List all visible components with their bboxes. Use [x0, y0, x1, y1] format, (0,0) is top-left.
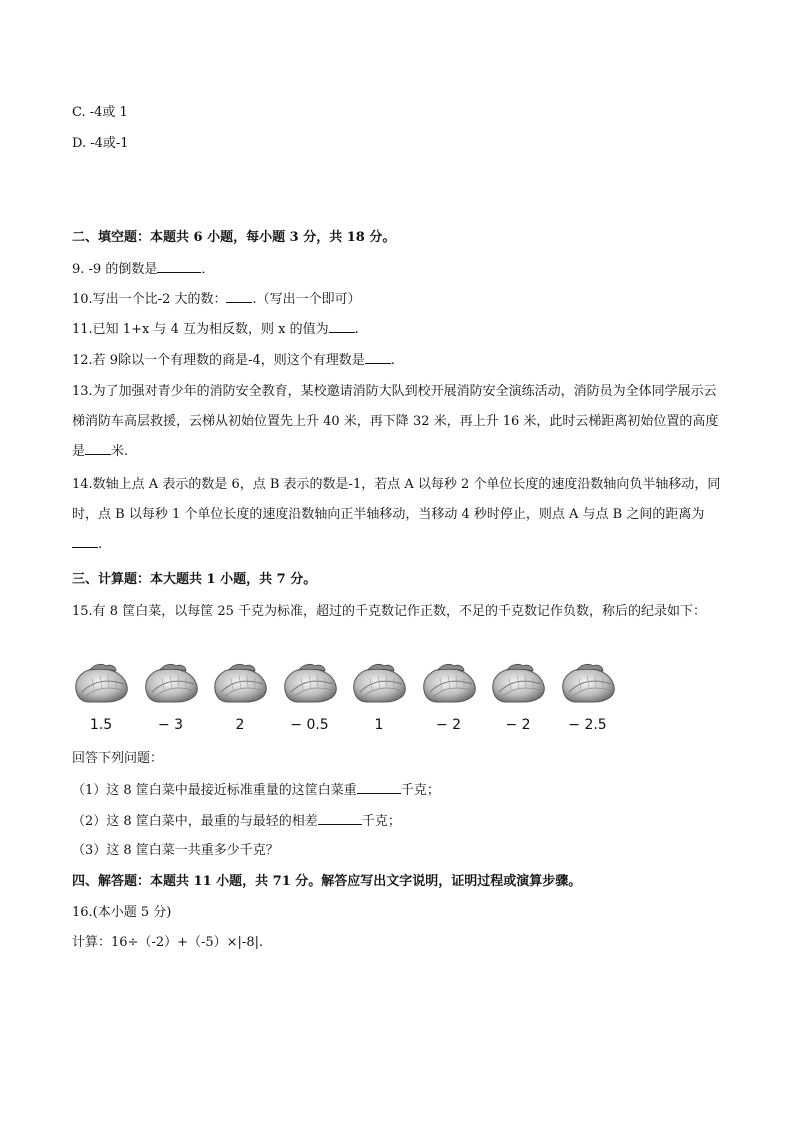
q14-end: . [98, 537, 103, 552]
question-14 [72, 470, 724, 560]
question-11 [72, 318, 359, 340]
sub1-end: 千克； [400, 783, 440, 798]
answer-blank [85, 440, 111, 455]
question-9 [72, 258, 214, 280]
q9-end: ． [201, 262, 215, 277]
question-16-body: 计算：16÷（-2）+（-5）×|-8|. [72, 935, 264, 950]
cabbage-basket-icon [211, 660, 269, 706]
q14-text: 14.数轴上点 A 表示的数是 6，点 B 表示的数是-1，若点 A 以每秒 2 个单位长度的速度沿数轴向负半轴移动，同时，点 B 以每秒 1 个单位长度的速度沿数轴向正半轴移动，当移动 4 秒时停止，则点 A 与点 B 之间的距离为 [72, 477, 721, 522]
question-16-title: 16.(本小题 5 分) [72, 905, 172, 920]
weight-value: 1 [374, 717, 384, 733]
weight-value: − 2 [505, 717, 531, 733]
weight-value: 2 [235, 717, 245, 733]
cabbage-images [72, 660, 632, 708]
answer-blank [329, 318, 355, 333]
answer-blank [72, 533, 98, 548]
weight-value: 1.5 [89, 717, 113, 733]
question-15: 15.有 8 筐白菜，以每筐 25 千克为标准，超过的千克数记作正数，不足的千克数记作负数，称后的纪录如下： [72, 604, 707, 619]
cabbage-basket-icon [72, 660, 130, 706]
q12-end: . [390, 353, 395, 368]
q11-end: . [354, 322, 359, 337]
q13-end: 米. [111, 444, 129, 459]
cabbage-basket-icon [559, 660, 617, 706]
q9-text: 9. -9 的倒数是 [72, 262, 158, 277]
weight-values [72, 717, 632, 739]
cabbage-basket-icon [142, 660, 200, 706]
sub2-text: （2）这 8 筐白菜中，最重的与最轻的相差 [72, 814, 318, 829]
section-4-heading: 四、解答题：本题共 11 小题，共 71 分。解答应写出文字说明，证明过程或演算步骤。 [72, 874, 582, 889]
subquestion-3: （3）这 8 筐白菜一共重多少千克？ [72, 843, 279, 858]
weight-value: − 0.5 [290, 717, 329, 733]
sub1-text: （1）这 8 筐白菜中最接近标准重量的这筐白菜重 [72, 783, 357, 798]
cabbage-basket-icon [281, 660, 339, 706]
subquestion-2 [72, 810, 401, 832]
question-13 [72, 377, 724, 467]
answer-blank [365, 349, 391, 364]
q12-text: 12.若 9除以一个有理数的商是-4，则这个有理数是 [72, 353, 365, 368]
answer-blank [318, 810, 362, 825]
weight-value: − 2.5 [568, 717, 607, 733]
option-c: C. -4或 1 [72, 105, 128, 120]
sub2-end: 千克； [361, 814, 401, 829]
q10-text: 10.写出一个比-2 大的数： [72, 292, 227, 307]
cabbage-basket-icon [420, 660, 478, 706]
answer-blank [357, 779, 401, 794]
weight-value: − 3 [157, 717, 184, 733]
answer-prompt: 回答下列问题： [72, 751, 164, 766]
q10-end: .（写出一个即可） [252, 292, 361, 307]
cabbage-basket-icon [489, 660, 547, 706]
subquestion-1 [72, 779, 440, 801]
section-2-heading: 二、填空题：本题共 6 小题，每小题 3 分，共 18 分。 [72, 230, 396, 245]
question-10 [72, 288, 361, 310]
answer-blank [226, 288, 252, 303]
q13-text: 13.为了加强对青少年的消防安全教育，某校邀请消防大队到校开展消防安全演练活动，消防员为全体同学展示云梯消防车高层救援，云梯从初始位置先上升 40 米，再下降 32 米，再上升 16 米，此时云梯距离初始位置的高度是 [72, 384, 719, 459]
weight-value: − 2 [435, 717, 462, 733]
q11-text: 11.已知 1+x 与 4 互为相反数，则 x 的值为 [72, 322, 329, 337]
answer-blank [157, 258, 201, 273]
option-d: D. -4或-1 [72, 136, 129, 151]
section-3-heading: 三、计算题：本大题共 1 小题，共 7 分。 [72, 572, 317, 587]
question-12 [72, 349, 395, 371]
cabbage-basket-icon [350, 660, 408, 706]
